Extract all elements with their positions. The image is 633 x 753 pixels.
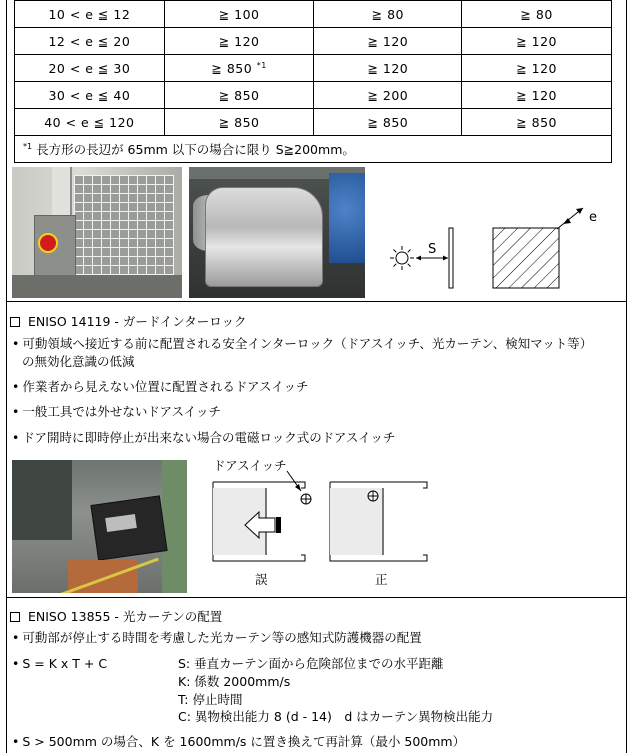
bullet-item: • S > 500mm の場合、K を 1600mm/s に置き換えて再計算（最小 500mm）: [12, 734, 466, 749]
bullet-item: • 作業者から見えない位置に配置されるドアスイッチ: [12, 379, 309, 394]
formula-def-k: K: 係数 2000mm/s: [178, 674, 291, 689]
table-footnote: [15, 136, 612, 163]
table-cell: 10 < e ≦ 12: [15, 1, 165, 28]
guard-opening-diagram: [385, 195, 615, 295]
table-cell: 12 < e ≦ 20: [15, 28, 165, 55]
distance-s-label: S: [428, 242, 437, 257]
table-cell: ≧ 200: [314, 82, 462, 109]
table-cell: ≧ 100: [164, 1, 314, 28]
gap-table: [14, 0, 612, 163]
door-switch-label: ドアスイッチ: [213, 458, 287, 473]
caption-right: 正: [375, 572, 388, 587]
table-cell: 40 < e ≦ 120: [15, 109, 165, 136]
checkbox-icon: [10, 612, 20, 622]
table-row: [15, 55, 612, 82]
table-footnote-row: [15, 136, 612, 163]
table-cell: ≧ 80: [462, 1, 612, 28]
bullet-item: • 一般工具では外せないドアスイッチ: [12, 404, 222, 419]
table-cell: ≧ 80: [314, 1, 462, 28]
table-cell: ≧ 850: [462, 109, 612, 136]
table-row: [15, 109, 612, 136]
footnote-mark: *1: [23, 142, 33, 151]
formula-def-c: C: 異物検出能力 8 (d - 14) d はカーテン異物検出能力: [178, 709, 494, 724]
table-cell: ≧ 850: [314, 109, 462, 136]
section-title-interlock: ENISO 14119 - ガードインターロック: [10, 312, 247, 330]
bullet-item-cont: の無効化意識の低減: [22, 354, 135, 369]
table-row: [15, 82, 612, 109]
table-cell: ≧ 850: [164, 109, 314, 136]
bullet-item: • 可動部が停止する時間を考慮した光カーテン等の感知式防護機器の配置: [12, 630, 422, 645]
photo-door-switch: [12, 460, 187, 593]
wrong-layout-frame: [213, 482, 311, 561]
section-divider: [6, 597, 627, 598]
table-cell: ≧ 120: [314, 55, 462, 82]
opening-e-label: e: [589, 210, 597, 225]
caption-wrong: 誤: [255, 572, 268, 587]
footnote-text: 長方形の長辺が 65mm 以下の場合に限り S≧200mm。: [32, 142, 355, 157]
table-row: [15, 28, 612, 55]
table-cell: ≧ 120: [314, 28, 462, 55]
footnote-ref: *1: [256, 60, 267, 70]
table-cell: ≧ 120: [462, 55, 612, 82]
table-cell: 30 < e ≦ 40: [15, 82, 165, 109]
table-cell: ≧ 120: [462, 82, 612, 109]
formula-def-t: T: 停止時間: [178, 692, 243, 707]
formula: • S = K x T + C: [12, 656, 108, 671]
table-cell: ≧ 850: [164, 82, 314, 109]
section-divider: [6, 301, 627, 302]
photo-machine-fence: [12, 167, 182, 298]
formula-def-s: S: 垂直カーテン面から危険部位までの水平距離: [178, 656, 444, 671]
door-switch-diagram: [205, 455, 440, 590]
table-cell: ≧ 120: [164, 28, 314, 55]
photo-motor-guard: [189, 167, 365, 298]
table-cell: 20 < e ≦ 30: [15, 55, 165, 82]
right-layout-frame: [330, 482, 427, 561]
table-cell: [164, 55, 314, 82]
bullet-item: • 可動領域へ接近する前に配置される安全インターロック（ドアスイッチ、光カーテン、検知マット等）: [12, 336, 593, 351]
hazard-sun-icon: [390, 246, 414, 270]
checkbox-icon: [10, 317, 20, 327]
table-cell: ≧ 120: [462, 28, 612, 55]
table-row: [15, 1, 612, 28]
cell-value: ≧ 850: [211, 60, 253, 76]
section-title-light-curtain: ENISO 13855 - 光カーテンの配置: [10, 607, 222, 625]
bullet-item: • ドア開時に即時停止が出来ない場合の電磁ロック式のドアスイッチ: [12, 430, 396, 445]
